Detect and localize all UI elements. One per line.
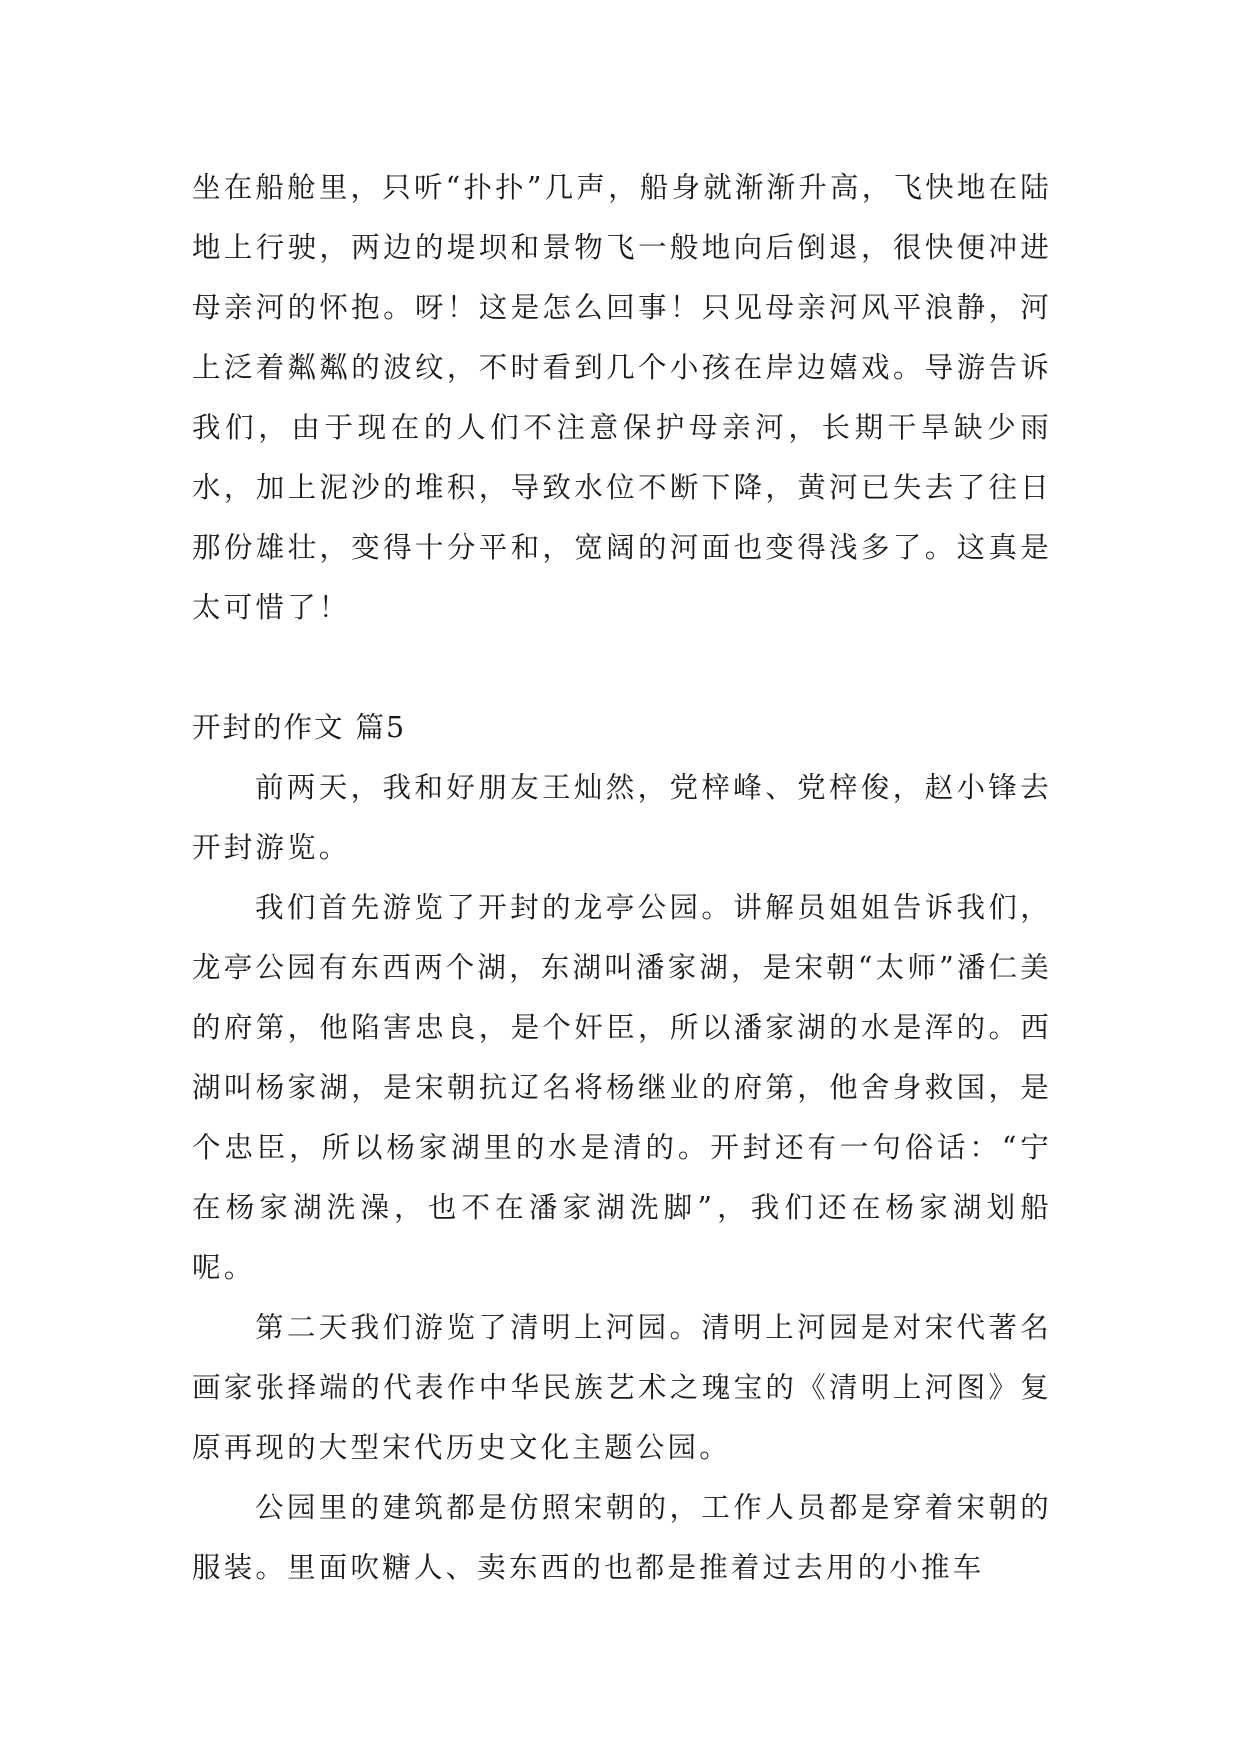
intro-paragraph: 坐在船舱里，只听“扑扑”几声，船身就渐渐升高，飞快地在陆地上行驶，两边的堤坝和景物飞一般地向后倒退，很快便冲进母亲河的怀抱。呀！这是怎么回事！只见母亲河风平浪静，河上泛着粼粼的波纹，不时看到几个小孩在岸边嬉戏。导游告诉我们，由于现在的人们不注意保护母亲河，长期干旱缺少雨水，加上泥沙的堆积，导致水位不断下降，黄河已失去了往日那份雄壮，变得十分平和，宽阔的河面也变得浅多了。这真是太可惜了！: [192, 171, 1052, 624]
document-page: [192, 158, 1052, 1598]
body-paragraph-1: 前两天，我和好朋友王灿然，党梓峰、党梓俊，赵小锋去开封游览。: [192, 771, 1052, 864]
body-paragraph-3: 第二天我们游览了清明上河园。清明上河园是对宋代著名画家张择端的代表作中华民族艺术之瑰宝的《清明上河图》复原再现的大型宋代历史文化主题公园。: [192, 1311, 1052, 1464]
body-paragraph-4: 公园里的建筑都是仿照宋朝的，工作人员都是穿着宋朝的服装。里面吹糖人、卖东西的也都是推着过去用的小推车: [192, 1491, 1052, 1584]
section-title: 开封的作文 篇5: [192, 711, 407, 744]
body-paragraph-2: 我们首先游览了开封的龙亭公园。讲解员姐姐告诉我们，龙亭公园有东西两个湖，东湖叫潘家湖，是宋朝“太师”潘仁美的府第，他陷害忠良，是个奸臣，所以潘家湖的水是浑的。西湖叫杨家湖，是宋朝抗辽名将杨继业的府第，他舍身救国，是个忠臣，所以杨家湖里的水是清的。开封还有一句俗话：“宁在杨家湖洗澡，也不在潘家湖洗脚”，我们还在杨家湖划船呢。: [192, 891, 1052, 1284]
